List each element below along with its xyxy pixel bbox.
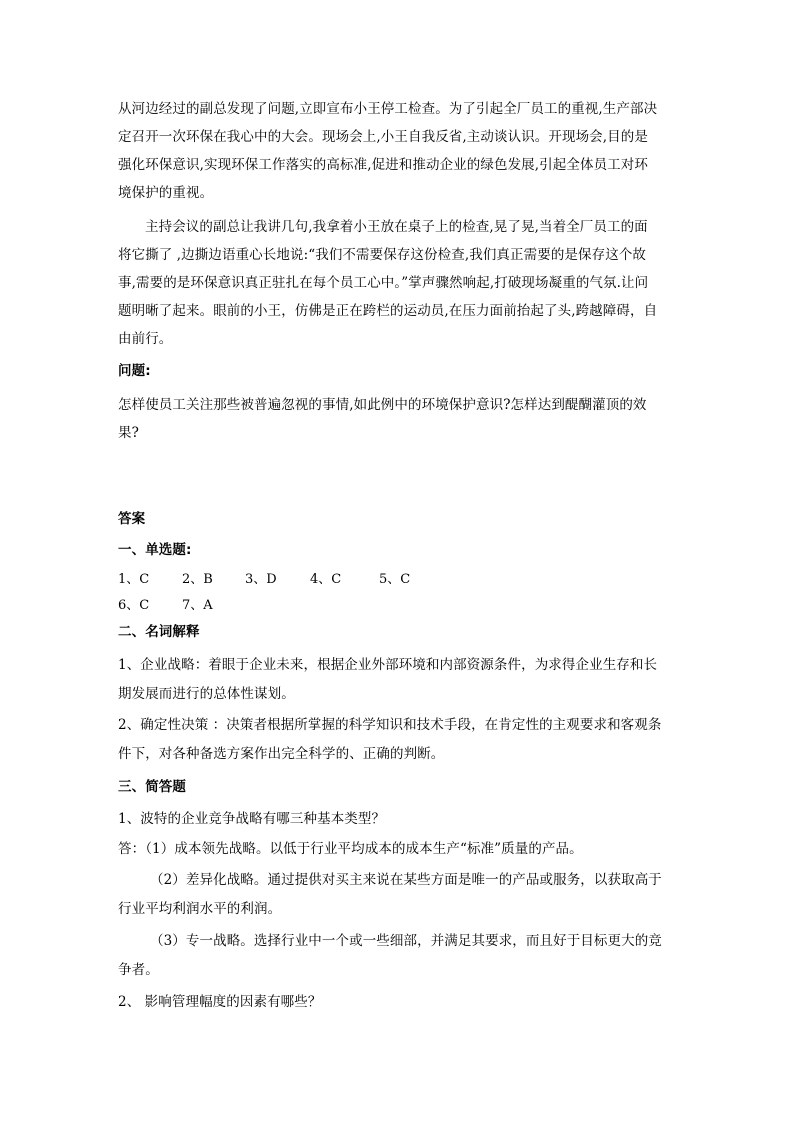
answer-item: 3、D — [245, 572, 277, 587]
story-line: 强化环保意识,实现环保工作落实的高标准,促进和推动企业的绿色发展,引起全体员工对环 — [118, 157, 648, 173]
answer-line: （2）差异化战略。通过提供对买主来说在某些方面是唯一的产品或服务，以获取高于 — [150, 872, 662, 888]
answer-line: 期发展而进行的总体性谋划。 — [118, 686, 295, 702]
answer-line: 行业平均利润水平的利润。 — [118, 901, 282, 917]
answer-item: 6、C — [118, 598, 150, 613]
section-heading-single-choice: 一、单选题: — [118, 542, 192, 558]
story-line: 将它撕了 ,边撕边语重心长地说:“我们不需要保存这份检查,我们真正需要的是保存这个故 — [118, 247, 647, 263]
question-line: 怎样使员工关注那些被普遍忽视的事情,如此例中的环境保护意识?怎样达到醍醐灌顶的效 — [118, 397, 647, 413]
answer-line: 2、确定性决策 ：决策者根据所掌握的科学知识和技术手段，在肯定性的主观要求和客观条 — [118, 717, 662, 733]
answer-item: 4、C — [310, 572, 342, 587]
story-line: 由前行。 — [118, 331, 173, 347]
answer-item: 5、C — [379, 572, 411, 587]
story-line: 定召开一次环保在我心中的大会。现场会上,小王自我反省,主动谈认识。开现场会,目的是 — [118, 129, 648, 145]
answers-title: 答案 — [118, 511, 146, 527]
story-line: 主持会议的副总让我讲几句,我拿着小王放在桌子上的检查,晃了晃,当着全厂员工的面 — [145, 219, 648, 235]
answer-item: 1、C — [118, 572, 150, 587]
section-heading-short-answer: 三、简答题 — [118, 779, 186, 795]
question-label: 问题: — [118, 363, 151, 379]
answer-item: 7、A — [182, 598, 213, 613]
answer-line: 争者。 — [118, 962, 159, 978]
section-heading-terms: 二、名词解释 — [118, 624, 200, 640]
story-line: 从河边经过的副总发现了问题,立即宣布小王停工检查。为了引起全厂员工的重视,生产部决 — [118, 101, 658, 117]
story-line: 题明晰了起来。眼前的小王，仿佛是正在跨栏的运动员,在压力面前抬起了头,跨越障碍，自 — [118, 303, 658, 319]
answer-line: 答：（1）成本领先战略。以低于行业平均成本的成本生产“标准”质量的产品。 — [118, 841, 583, 857]
answer-line: （3）专一战略。选择行业中一个或一些细部，并满足其要求，而且好于目标更大的竞 — [150, 933, 662, 949]
question-line: 果? — [118, 425, 139, 441]
answer-line: 1、波特的企业竞争战略有哪三种基本类型？ — [118, 811, 386, 827]
answer-line: 件下，对各种备选方案作出完全科学的、正确的判断。 — [118, 746, 445, 762]
story-line: 境保护的重视。 — [118, 185, 214, 201]
story-line: 事,需要的是环保意识真正驻扎在每个员工心中。”掌声骤然响起,打破现场凝重的气氛.让问 — [118, 275, 649, 291]
answer-line: 2、 影响管理幅度的因素有哪些？ — [118, 994, 322, 1010]
answer-line: 1、企业战略：着眼于企业未来，根据企业外部环境和内部资源条件，为求得企业生存和长 — [118, 657, 658, 673]
answer-item: 2、B — [182, 572, 213, 587]
